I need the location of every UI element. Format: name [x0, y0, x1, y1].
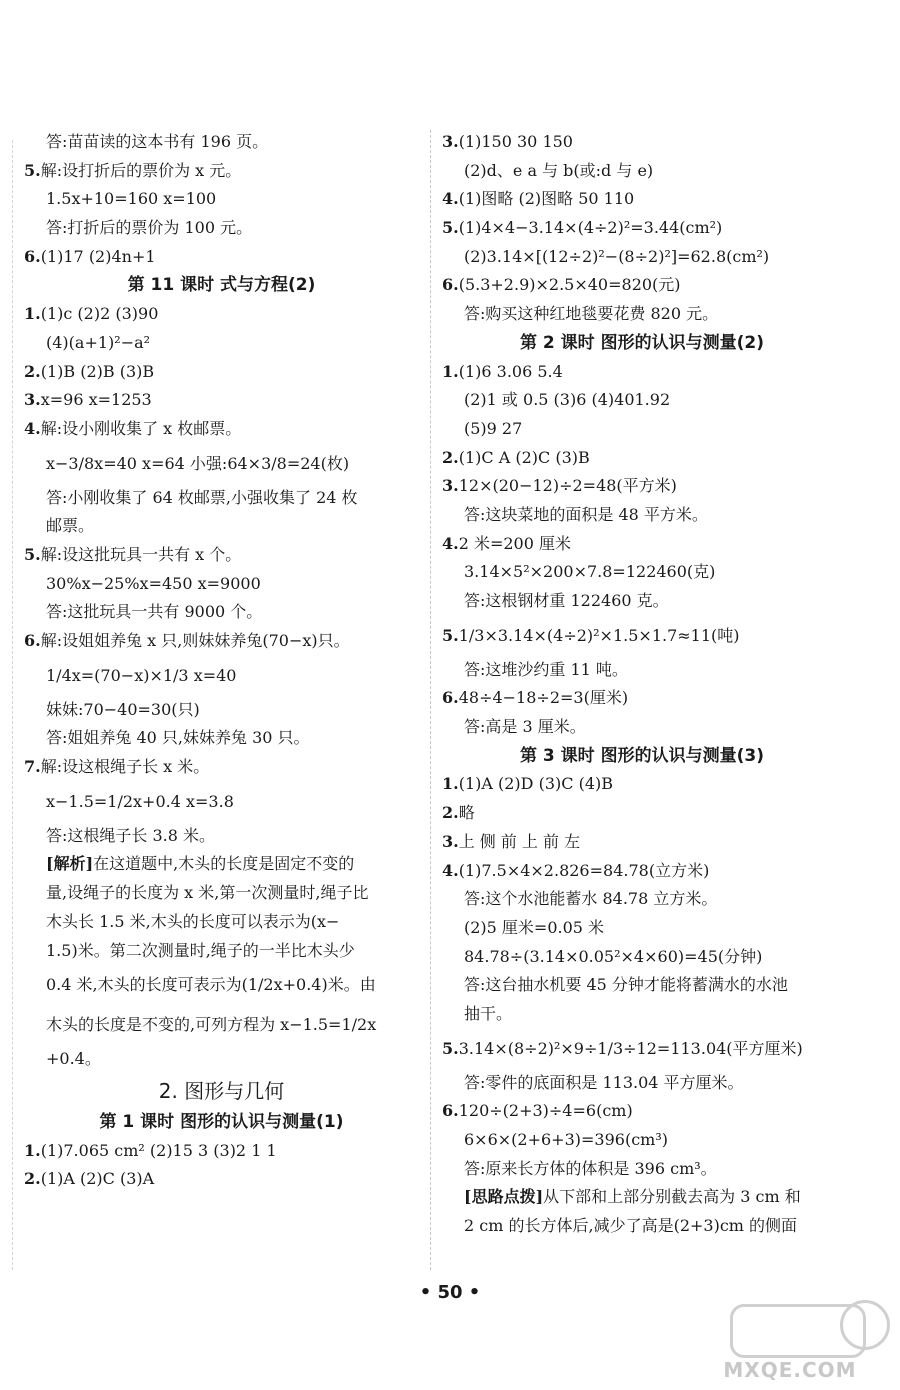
- right-column: [442, 128, 842, 1241]
- line-text: 30%x−25%x=450 x=9000: [46, 573, 261, 593]
- answer-line: [442, 1097, 842, 1126]
- section-heading: [24, 1074, 419, 1108]
- section-heading: [442, 742, 842, 771]
- line-text: 第 2 课时 图形的认识与测量(2): [520, 332, 764, 353]
- line-text: 答:这根绳子长 3.8 米。: [46, 825, 216, 845]
- question-number: 5.: [442, 625, 459, 645]
- answer-line: [442, 214, 842, 243]
- answer-line: [24, 1045, 419, 1074]
- line-text: 48÷4−18÷2=3(厘米): [458, 688, 629, 708]
- answer-line: [24, 484, 419, 513]
- line-text: 答:零件的底面积是 113.04 平方厘米。: [464, 1072, 744, 1092]
- answer-line: [24, 300, 419, 329]
- question-number: 5.: [442, 218, 459, 238]
- line-text: 解:设打折后的票价为 x 元。: [40, 160, 242, 180]
- line-text: (1)c (2)2 (3)90: [40, 304, 159, 324]
- answer-line: [24, 128, 419, 157]
- question-number: 2.: [24, 361, 41, 381]
- line-text: 2. 图形与几何: [158, 1078, 285, 1103]
- line-text: 答:购买这种红地毯要花费 820 元。: [464, 304, 719, 324]
- answer-line: [442, 271, 842, 300]
- annotation-tag: [思路点拨]: [464, 1187, 544, 1207]
- section-heading: [24, 271, 419, 300]
- question-number: 3.: [442, 476, 459, 496]
- line-text: 答:这台抽水机要 45 分钟才能将蓄满水的水池: [464, 975, 788, 995]
- line-text: 2 cm 的长方体后,减少了高是(2+3)cm 的侧面: [464, 1216, 798, 1236]
- line-text: (1)4×4−3.14×(4÷2)²=3.44(cm²): [458, 218, 723, 238]
- line-text: x=96 x=1253: [40, 390, 152, 410]
- line-text: 答:原来长方体的体积是 396 cm³。: [464, 1158, 717, 1178]
- line-text: 解:设小刚收集了 x 枚邮票。: [40, 418, 242, 438]
- line-text: 3.14×5²×200×7.8=122460(克): [464, 562, 716, 582]
- line-text: 第 11 课时 式与方程(2): [127, 275, 316, 296]
- column-divider: [430, 130, 431, 1270]
- answer-line: [24, 879, 419, 908]
- question-number: 4.: [24, 418, 41, 438]
- answer-line: [24, 724, 419, 753]
- line-text: x−1.5=1/2x+0.4 x=3.8: [46, 791, 234, 811]
- line-text: 答:高是 3 厘米。: [464, 717, 586, 737]
- answer-line: [24, 541, 419, 570]
- answer-line: [24, 185, 419, 214]
- answer-line: [442, 587, 842, 616]
- line-text: 妹妹:70−40=30(只): [46, 699, 200, 719]
- line-text: 84.78÷(3.14×0.05²×4×60)=45(分钟): [464, 946, 763, 966]
- left-margin-rule: [12, 140, 13, 1270]
- line-text: (1)6 3.06 5.4: [458, 361, 563, 381]
- answer-line: [442, 1183, 842, 1212]
- line-text: 第 3 课时 图形的认识与测量(3): [520, 745, 764, 766]
- line-text: (5.3+2.9)×2.5×40=820(元): [458, 275, 681, 295]
- answer-line: [442, 1126, 842, 1155]
- answer-line: [24, 782, 419, 822]
- line-text: (2)5 厘米=0.05 米: [464, 917, 605, 937]
- watermark-circle-icon: [840, 1300, 890, 1350]
- answer-line: [442, 128, 842, 157]
- line-text: 量,设绳子的长度为 x 米,第一次测量时,绳子比: [46, 883, 369, 903]
- line-text: (1)17 (2)4n+1: [40, 246, 156, 266]
- answer-line: [442, 558, 842, 587]
- question-number: 1.: [442, 774, 459, 794]
- answer-line: [442, 1069, 842, 1098]
- line-text: 答:这根钢材重 122460 克。: [464, 591, 669, 610]
- line-text: 答:这块菜地的面积是 48 平方米。: [464, 504, 708, 524]
- line-text: 12×(20−12)÷2=48(平方米): [458, 476, 677, 496]
- line-text: 第 1 课时 图形的认识与测量(1): [99, 1111, 344, 1132]
- answer-line: [24, 598, 419, 627]
- line-text: (1)7.5×4×2.826=84.78(立方米): [458, 860, 710, 880]
- answer-line: [24, 214, 419, 243]
- answer-line: [24, 512, 419, 541]
- answer-line: [442, 828, 842, 857]
- line-text: (2)3.14×[(12÷2)²−(8÷2)²]=62.8(cm²): [464, 246, 770, 266]
- answer-line: [442, 799, 842, 828]
- left-column: [24, 128, 419, 1194]
- question-number: 7.: [24, 757, 41, 777]
- answer-line: [24, 937, 419, 966]
- question-number: 6.: [442, 688, 459, 708]
- question-number: 5.: [442, 1038, 459, 1058]
- answer-line: [24, 243, 419, 272]
- line-text: (2)d、e a 与 b(或:d 与 e): [464, 160, 654, 180]
- question-number: 2.: [442, 447, 459, 467]
- line-text: (1)C A (2)C (3)B: [458, 447, 590, 467]
- answer-line: [442, 857, 842, 886]
- answer-line: [442, 1029, 842, 1069]
- answer-line: [442, 185, 842, 214]
- line-text: 1.5)米。第二次测量时,绳子的一半比木头少: [46, 940, 355, 960]
- answer-line: [24, 753, 419, 782]
- line-text: (1)7.065 cm² (2)15 3 (3)2 1 1: [40, 1140, 277, 1160]
- line-text: 解:设这根绳子长 x 米。: [40, 757, 210, 777]
- answer-line: [24, 908, 419, 937]
- answer-line: [442, 444, 842, 473]
- answer-line: [442, 530, 842, 559]
- line-text: 120÷(2+3)÷4=6(cm): [458, 1101, 633, 1121]
- answer-line: [442, 713, 842, 742]
- annotation-tag: [解析]: [46, 854, 94, 874]
- answer-line: [24, 570, 419, 599]
- line-text: +0.4。: [46, 1049, 101, 1069]
- answer-line: [442, 971, 842, 1000]
- question-number: 6.: [24, 246, 41, 266]
- page-number: • 50 •: [419, 1282, 481, 1303]
- answer-line: [442, 656, 842, 685]
- answer-line: [442, 243, 842, 272]
- line-text: 答:姐姐养兔 40 只,妹妹养兔 30 只。: [46, 728, 310, 748]
- answer-line: [24, 696, 419, 725]
- answer-line: [24, 386, 419, 415]
- section-heading: [442, 329, 842, 358]
- answer-line: [24, 850, 419, 879]
- question-number: 4.: [442, 860, 459, 880]
- answer-line: [24, 656, 419, 696]
- question-number: 4.: [442, 189, 459, 209]
- line-text: 2 米=200 厘米: [458, 533, 572, 553]
- question-number: 2.: [24, 1169, 41, 1189]
- line-text: 邮票。: [46, 516, 95, 536]
- answer-line: [24, 965, 419, 1005]
- answer-line: [442, 616, 842, 656]
- line-text: (2)1 或 0.5 (3)6 (4)401.92: [464, 390, 671, 410]
- answer-line: [24, 157, 419, 186]
- answer-line: [24, 415, 419, 444]
- question-number: 3.: [442, 831, 459, 851]
- line-text: (1)图略 (2)图略 50 110: [458, 189, 635, 209]
- line-text: 答:打折后的票价为 100 元。: [46, 218, 253, 238]
- answer-line: [442, 914, 842, 943]
- line-text: 3.14×(8÷2)²×9÷1/3÷12=113.04(平方厘米): [458, 1038, 803, 1058]
- question-number: 1.: [24, 304, 41, 324]
- answer-line: [442, 472, 842, 501]
- answer-line: [442, 684, 842, 713]
- line-text: 答:这堆沙约重 11 吨。: [464, 659, 628, 679]
- answer-line: [442, 885, 842, 914]
- answer-line: [442, 1212, 842, 1241]
- answer-line: [442, 943, 842, 972]
- line-text: (1)A (2)C (3)A: [40, 1169, 155, 1189]
- line-text: 答:小刚收集了 64 枚邮票,小强收集了 24 枚: [46, 487, 358, 507]
- line-text: 答:这个水池能蓄水 84.78 立方米。: [464, 889, 718, 909]
- line-text: 在这道题中,木头的长度是固定不变的: [93, 854, 355, 874]
- answer-line: [442, 358, 842, 387]
- line-text: 1.5x+10=160 x=100: [46, 189, 217, 209]
- line-text: 抽干。: [464, 1003, 513, 1023]
- answer-line: [24, 1137, 419, 1166]
- line-text: 解:设这批玩具一共有 x 个。: [40, 544, 242, 564]
- question-number: 5.: [24, 160, 41, 180]
- line-text: 0.4 米,木头的长度可表示为(1/2x+0.4)米。由: [46, 975, 376, 995]
- line-text: (1)A (2)D (3)C (4)B: [458, 774, 613, 794]
- line-text: 木头的长度是不变的,可列方程为 x−1.5=1/2x: [46, 1015, 377, 1035]
- question-number: 6.: [24, 631, 41, 650]
- watermark-logo: [690, 1300, 890, 1386]
- question-number: 3.: [24, 390, 41, 410]
- answer-line: [442, 386, 842, 415]
- line-text: 6×6×(2+6+3)=396(cm³): [464, 1130, 668, 1149]
- answer-line: [442, 1000, 842, 1029]
- line-text: 木头长 1.5 米,木头的长度可以表示为(x−: [46, 911, 340, 931]
- line-text: (1)150 30 150: [458, 132, 573, 151]
- section-heading: [24, 1108, 419, 1137]
- line-text: (4)(a+1)²−a²: [46, 332, 151, 352]
- question-number: 4.: [442, 533, 459, 553]
- question-number: 1.: [24, 1140, 41, 1160]
- watermark-text: MXQE.COM: [723, 1358, 857, 1382]
- question-number: 3.: [442, 132, 459, 151]
- line-text: (5)9 27: [464, 418, 523, 438]
- line-text: 解:设姐姐养兔 x 只,则妹妹养兔(70−x)只。: [40, 631, 350, 650]
- question-number: 2.: [442, 803, 459, 823]
- answer-line: [24, 358, 419, 387]
- line-text: 答:这批玩具一共有 9000 个。: [46, 602, 263, 622]
- line-text: (1)B (2)B (3)B: [40, 361, 155, 381]
- answer-line: [442, 501, 842, 530]
- answer-line: [442, 300, 842, 329]
- question-number: 1.: [442, 361, 459, 381]
- line-text: 略: [458, 803, 475, 823]
- line-text: 从下部和上部分别截去高为 3 cm 和: [543, 1187, 801, 1207]
- line-text: 上 侧 前 上 前 左: [458, 831, 581, 851]
- answer-line: [24, 1165, 419, 1194]
- answer-line: [442, 415, 842, 444]
- question-number: 6.: [442, 275, 459, 295]
- answer-line: [442, 1155, 842, 1184]
- line-text: 答:苗苗读的这本书有 196 页。: [46, 132, 269, 151]
- answer-line: [24, 444, 419, 484]
- question-number: 6.: [442, 1101, 459, 1121]
- answer-line: [442, 157, 842, 186]
- answer-line: [24, 627, 419, 656]
- line-text: 1/3×3.14×(4÷2)²×1.5×1.7≈11(吨): [458, 625, 740, 645]
- answer-line: [442, 770, 842, 799]
- question-number: 5.: [24, 544, 41, 564]
- answer-line: [24, 822, 419, 851]
- line-text: 1/4x=(70−x)×1/3 x=40: [46, 665, 237, 685]
- line-text: x−3/8x=40 x=64 小强:64×3/8=24(枚): [46, 453, 350, 473]
- answer-line: [24, 1005, 419, 1045]
- answer-line: [24, 329, 419, 358]
